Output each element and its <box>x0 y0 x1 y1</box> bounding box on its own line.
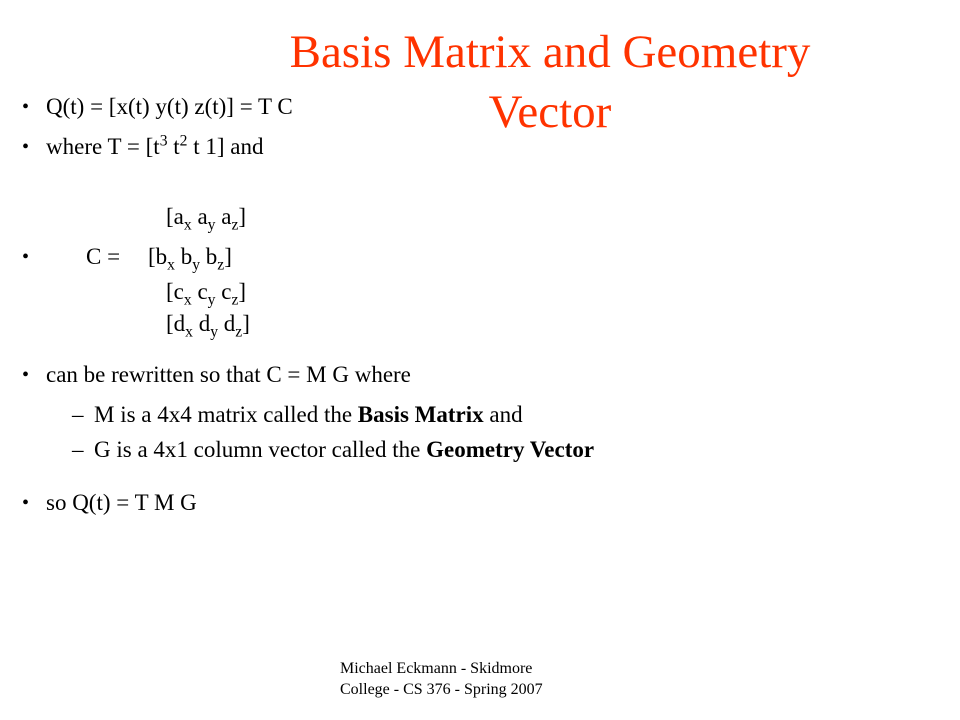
matrix-entry: c <box>221 279 232 304</box>
matrix-entry: c <box>173 279 184 304</box>
matrix-entry-subscript: x <box>185 323 193 341</box>
matrix-entry: b <box>155 244 168 269</box>
sub-bullet-basis-matrix <box>94 401 523 429</box>
matrix-entry: b <box>180 244 193 269</box>
matrix-entry: a <box>173 204 184 229</box>
basis-matrix-term: Basis Matrix <box>357 402 484 427</box>
matrix-entry: c <box>197 279 208 304</box>
bullet-qt-tmg: so Q(t) = T M G <box>46 490 197 515</box>
title-line-1: Basis Matrix and Geometry <box>289 26 811 78</box>
dash-marker: – <box>72 402 84 427</box>
basis-suffix: and <box>483 402 523 427</box>
basis-text: M is a 4x4 matrix called the <box>94 402 358 427</box>
matrix-entry-subscript: z <box>231 291 239 309</box>
c-label: C = <box>86 244 121 269</box>
matrix-entry-subscript: x <box>183 216 192 234</box>
matrix-entry-subscript: x <box>183 291 192 309</box>
matrix-row-a: [$a_x$ $a_y$ $a_z$] <box>166 204 247 234</box>
matrix-entry-subscript: z <box>231 216 239 234</box>
bullet-qt-definition: Q(t) = [x(t) y(t) z(t)] = T C <box>46 94 293 119</box>
title-line-2: Vector <box>488 86 612 138</box>
matrix-entry-subscript: x <box>167 256 175 274</box>
footer-line-2: College - CS 376 - Spring 2007 <box>340 681 543 698</box>
matrix-entry-subscript: z <box>235 323 243 341</box>
slide-title <box>190 22 910 142</box>
matrix-entry: d <box>198 311 211 336</box>
bullet-dot: • <box>22 492 30 514</box>
matrix-entry-subscript: z <box>217 256 225 274</box>
geometry-text: G is a 4x1 column vector called the <box>94 437 427 462</box>
matrix-entry-subscript: y <box>192 256 201 274</box>
t-def-suffix: t 1] and <box>187 134 264 159</box>
matrix-entry: a <box>197 204 208 229</box>
matrix-entry: b <box>205 244 218 269</box>
exponent-3: 3 <box>159 132 168 150</box>
matrix-entry: d <box>173 311 186 336</box>
bullet-dot: • <box>22 96 30 118</box>
matrix-entry-subscript: y <box>207 291 216 309</box>
exponent-2: 2 <box>179 132 188 150</box>
matrix-entry: a <box>221 204 232 229</box>
matrix-entry: d <box>223 311 236 336</box>
matrix-row-b: [$b_x$ $b_y$ $b_z$] <box>148 244 232 274</box>
footer-line-1: Michael Eckmann - Skidmore <box>340 660 533 677</box>
matrix-entry-subscript: y <box>207 216 216 234</box>
matrix-row-d: [$d_x$ $d_y$ $d_z$] <box>166 311 250 341</box>
t-def-middle: t <box>167 134 180 159</box>
dash-marker: – <box>72 437 84 462</box>
bullet-dot: • <box>22 246 30 268</box>
bullet-t-definition <box>46 133 263 161</box>
bullet-dot: • <box>22 136 30 158</box>
bullet-rewrite: can be rewritten so that C = M G where <box>46 362 411 387</box>
matrix-entry-subscript: y <box>210 323 219 341</box>
sub-bullet-geometry-vector <box>94 436 594 464</box>
slide-footer <box>340 658 543 700</box>
t-def-prefix: where T = [t <box>46 134 160 159</box>
geometry-vector-term: Geometry Vector <box>426 437 595 462</box>
matrix-row-c: [$c_x$ $c_y$ $c_z$] <box>166 279 247 309</box>
bullet-dot: • <box>22 364 30 386</box>
